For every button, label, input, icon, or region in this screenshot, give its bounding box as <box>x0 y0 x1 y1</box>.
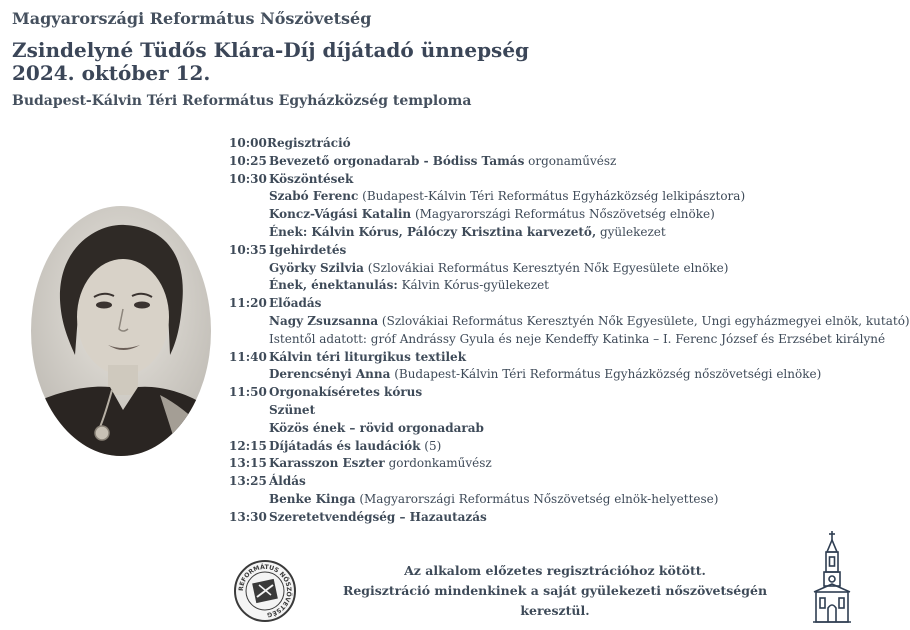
time: 13:30 <box>229 509 267 524</box>
item-title: Orgonakíséretes kórus <box>269 385 423 400</box>
time: 10:30 <box>229 171 267 186</box>
item-title: Szünet <box>269 402 316 417</box>
item-title: Közös ének – rövid orgonadarab <box>269 420 484 435</box>
speaker-name: Ének: Kálvin Kórus, Pálóczy Krisztina karvezető, <box>269 224 597 239</box>
item-title: Áldás <box>269 474 306 489</box>
time: 13:25 <box>229 474 267 489</box>
speaker-name: Szabó Ferenc <box>269 189 359 204</box>
item-note: orgonaművész <box>524 153 617 168</box>
time: 13:15 <box>229 456 267 471</box>
speaker-name: Ének, énektanulás: <box>269 278 398 293</box>
title-date: 2024. október 12. <box>12 61 211 85</box>
notice-line-1: Az alkalom előzetes regisztrációhoz kötött. <box>404 563 706 578</box>
item-title: Karasszon Eszter <box>269 456 385 471</box>
item-title: Regisztráció <box>267 136 351 150</box>
time: 11:50 <box>229 385 267 400</box>
speaker-name: Györky Szilvia <box>269 260 364 275</box>
speaker-role: (Szlovákiai Református Keresztyén Nők Egyesülete elnöke) <box>363 260 729 275</box>
speaker-name: Nagy Zsuzsanna <box>269 313 379 328</box>
time: 11:20 <box>229 296 267 311</box>
speaker-role: (Budapest-Kálvin Téri Református Egyházközség nőszövetségi elnöke) <box>390 367 822 382</box>
church-icon <box>812 530 852 624</box>
speaker-role: gyülekezet <box>596 224 666 239</box>
stamp-text: REFORMÁTUS NŐSZÖVETSÉG <box>237 563 293 618</box>
lecture-title: Istentől adatott: gróf Andrássy Gyula és neje Kendeffy Katinka – I. Ferenc József és Erzsébet királyné <box>269 331 886 346</box>
venue: Budapest-Kálvin Téri Református Egyházközség temploma <box>12 93 472 109</box>
registration-notice <box>310 561 800 621</box>
item-title: Igehirdetés <box>269 242 347 257</box>
time: 12:15 <box>229 438 267 453</box>
time: 10:25 <box>229 153 267 168</box>
notice-line-2: Regisztráció mindenkinek a saját gyülekezeti nőszövetségén keresztül. <box>342 583 768 618</box>
speaker-name: Koncz-Vágási Katalin <box>269 207 412 222</box>
nőszövetség-stamp-logo <box>233 559 297 623</box>
item-note: (5) <box>420 438 442 453</box>
portrait-photo <box>30 205 212 457</box>
time: 11:40 <box>229 349 267 364</box>
item-title: Köszöntések <box>269 171 354 186</box>
speaker-role: (Szlovákiai Református Keresztyén Nők Egyesülete, Ungi egyházmegyei elnök, kutató) <box>378 313 910 328</box>
item-title: Kálvin téri liturgikus textilek <box>269 349 467 364</box>
item-title: Szeretetvendégség – Hazautazás <box>269 509 487 524</box>
speaker-role: (Magyarországi Református Nőszövetség elnök-helyettese) <box>355 491 719 506</box>
item-title: Bevezető orgonadarab - Bódiss Tamás <box>269 153 525 168</box>
speaker-role: (Budapest-Kálvin Téri Református Egyházközség lelkipásztora) <box>358 189 746 204</box>
speaker-role: (Magyarországi Református Nőszövetség elnöke) <box>411 207 715 222</box>
item-title: Díjátadás és laudációk <box>269 438 421 453</box>
title-line-1: Zsindelyné Tüdős Klára-Díj díjátadó ünnepség <box>12 38 530 62</box>
page-title <box>12 39 529 85</box>
speaker-name: Benke Kinga <box>269 491 356 506</box>
speaker-name: Derencsényi Anna <box>269 367 391 382</box>
time: 10:35 <box>229 242 267 257</box>
organization-name: Magyarországi Református Nőszövetség <box>12 9 372 28</box>
time: 10:00 <box>229 136 267 150</box>
speaker-role: Kálvin Kórus-gyülekezet <box>397 278 550 293</box>
item-title: Előadás <box>269 296 322 311</box>
item-note: gordonkaművész <box>384 456 492 471</box>
